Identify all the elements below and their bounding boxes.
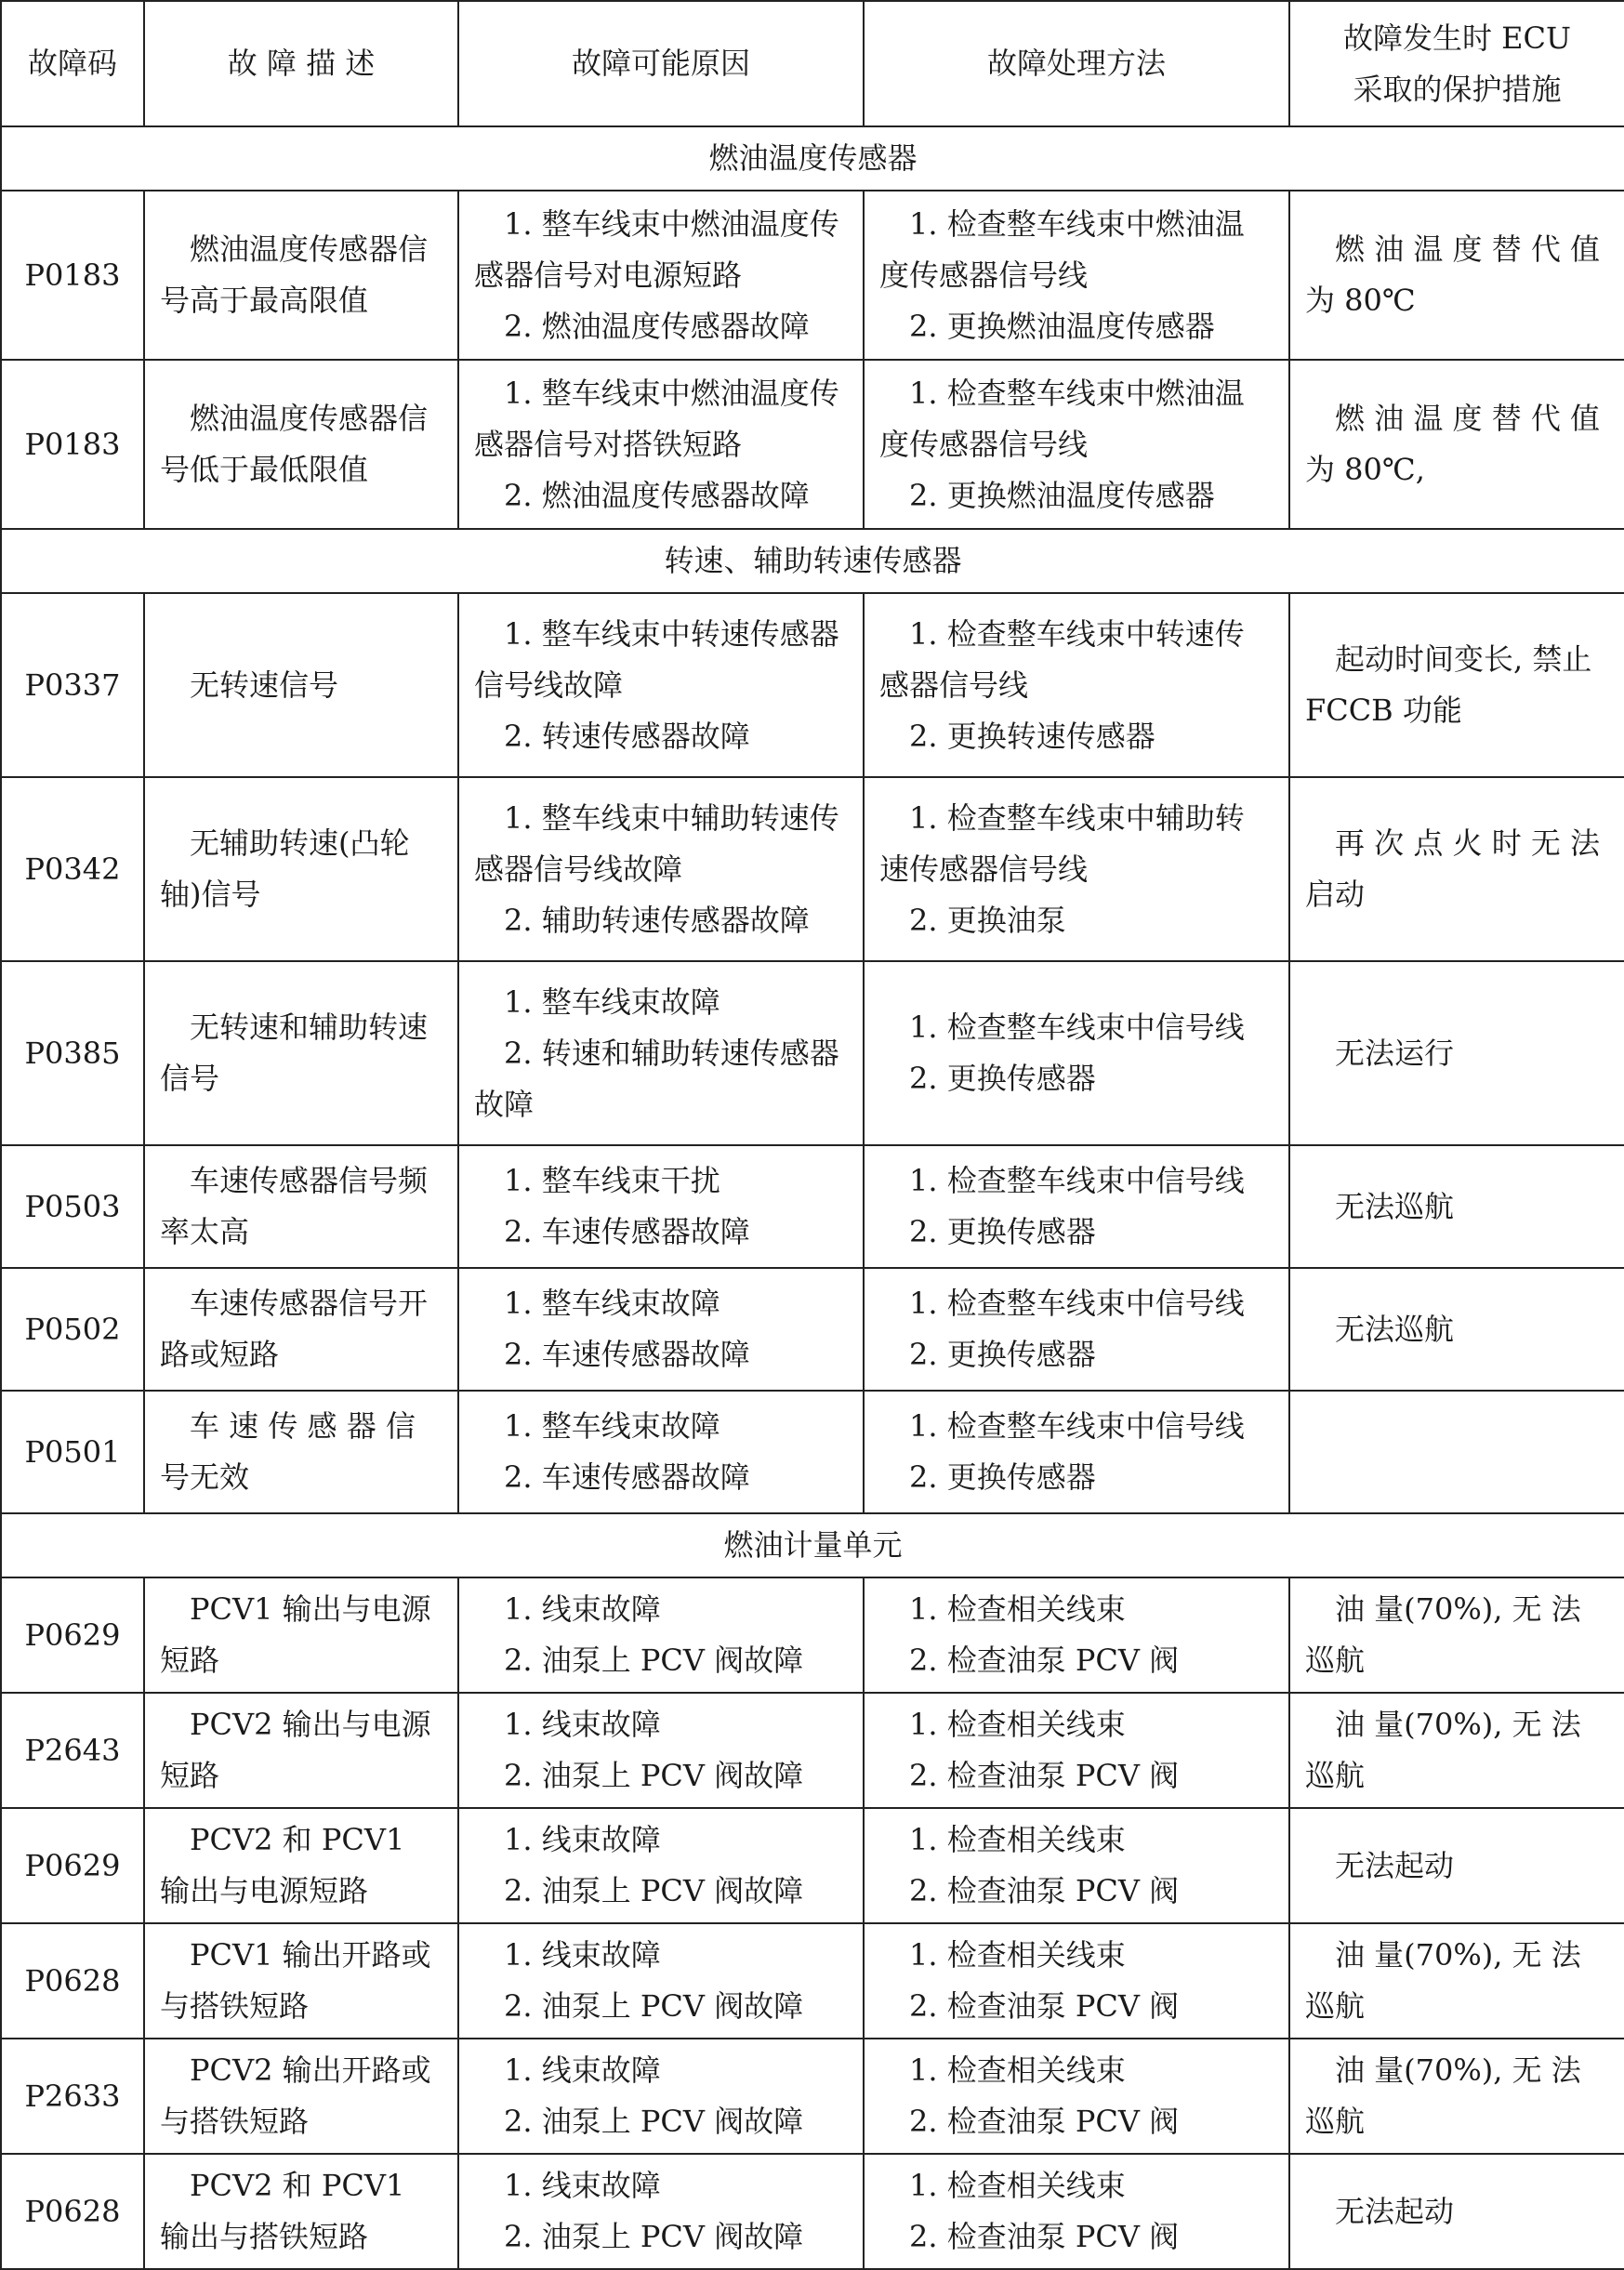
fault-description [144,1693,458,1808]
possible-cause-line: 1. 线束故障 [504,1591,661,1627]
possible-cause-line: 2. 油泵上 PCV 阀故障 [504,2104,804,2139]
possible-cause-line: 2. 转速传感器故障 [504,718,750,754]
ecu-protection [1289,1145,1624,1268]
ecu-protection [1289,2039,1624,2154]
possible-cause-line: 2. 油泵上 PCV 阀故障 [504,2219,804,2254]
fault-description [144,191,458,360]
fault-code: P0628 [1,1923,144,2039]
ecu-protection [1289,1808,1624,1923]
fault-code: P0628 [1,2154,144,2269]
handling-method-line: 1. 检查整车线束中信号线 [909,1408,1245,1444]
handling-method-line: 2. 更换传感器 [909,1459,1096,1495]
possible-cause-line: 2. 车速传感器故障 [504,1337,750,1372]
table-row [1,593,1624,777]
ecu-protection [1289,777,1624,961]
fault-description [144,1145,458,1268]
handling-method-line: 1. 检查相关线束 [909,2052,1126,2088]
table-row [1,961,1624,1145]
header-row [1,1,1624,126]
fault-code: P0502 [1,1268,144,1391]
table-row [1,1808,1624,1923]
table-row [1,2154,1624,2269]
header-code: 故障码 [1,1,144,126]
ecu-protection [1289,360,1624,529]
possible-cause-line: 1. 整车线束中燃油温度传感器信号对电源短路 [474,205,839,293]
handling-method-line: 2. 检查油泵 PCV 阀 [909,2104,1180,2139]
section-header-row [1,126,1624,191]
possible-cause-line: 1. 整车线束中燃油温度传感器信号对搭铁短路 [474,375,839,462]
possible-cause [458,1145,864,1268]
table-row [1,191,1624,360]
section-header-row [1,1513,1624,1577]
handling-method-line: 2. 更换油泵 [909,902,1066,938]
fault-description-line: PCV2 和 PCV1 输出与搭铁短路 [160,2168,405,2254]
fault-description-line: 无辅助转速(凸轮轴)信号 [160,825,410,912]
fault-code: P0629 [1,1808,144,1923]
possible-cause-line: 1. 整车线束故障 [504,1408,720,1444]
ecu-protection-line: 油 量(70%), 无 法巡航 [1305,1591,1581,1678]
fault-description [144,593,458,777]
ecu-protection-line: 无法巡航 [1335,1311,1455,1347]
handling-method [864,360,1289,529]
handling-method-line: 1. 检查相关线束 [909,1937,1126,1973]
section-title: 燃油计量单元 [1,1513,1624,1577]
handling-method [864,1808,1289,1923]
possible-cause [458,2039,864,2154]
ecu-protection [1289,191,1624,360]
ecu-protection-line: 燃 油 温 度 替 代 值为 80℃, [1305,401,1601,487]
handling-method [864,1145,1289,1268]
possible-cause-line: 2. 燃油温度传感器故障 [504,477,810,513]
fault-code: P0183 [1,191,144,360]
possible-cause-line: 2. 油泵上 PCV 阀故障 [504,1758,804,1793]
handling-method [864,191,1289,360]
table-row [1,360,1624,529]
fault-code: P2633 [1,2039,144,2154]
possible-cause-line: 2. 燃油温度传感器故障 [504,308,810,344]
section-header-row [1,529,1624,593]
possible-cause [458,593,864,777]
possible-cause [458,2154,864,2269]
ecu-protection-line: 油 量(70%), 无 法巡航 [1305,1707,1581,1793]
handling-method [864,1268,1289,1391]
handling-method-line: 2. 更换传感器 [909,1337,1096,1372]
handling-method-line: 2. 检查油泵 PCV 阀 [909,2219,1180,2254]
possible-cause [458,191,864,360]
ecu-protection [1289,1577,1624,1693]
fault-description-line: PCV1 输出开路或与搭铁短路 [160,1937,431,2024]
ecu-protection [1289,1923,1624,2039]
possible-cause [458,777,864,961]
header-cause: 故障可能原因 [458,1,864,126]
handling-method [864,961,1289,1145]
header-ecu [1289,1,1624,126]
possible-cause-line: 2. 油泵上 PCV 阀故障 [504,1643,804,1678]
handling-method-line: 1. 检查整车线束中燃油温度传感器信号线 [879,205,1245,293]
table-row [1,1693,1624,1808]
possible-cause-line: 1. 线束故障 [504,1937,661,1973]
fault-description-line: 车速传感器信号频率太高 [160,1163,429,1249]
handling-method-line: 1. 检查整车线束中燃油温度传感器信号线 [879,375,1245,462]
possible-cause-line: 2. 车速传感器故障 [504,1459,750,1495]
possible-cause [458,1808,864,1923]
possible-cause-line: 2. 车速传感器故障 [504,1214,750,1249]
handling-method [864,2154,1289,2269]
table-row [1,2039,1624,2154]
handling-method-line: 2. 检查油泵 PCV 阀 [909,1988,1180,2024]
fault-code: P0501 [1,1391,144,1513]
handling-method-line: 2. 更换传感器 [909,1214,1096,1249]
ecu-protection-line: 无法运行 [1335,1035,1455,1071]
table-row [1,777,1624,961]
fault-description [144,961,458,1145]
fault-code: P0503 [1,1145,144,1268]
fault-description-line: 燃油温度传感器信号低于最低限值 [160,401,429,487]
possible-cause-line: 1. 整车线束中辅助转速传感器信号线故障 [474,799,839,887]
ecu-protection-line: 起动时间变长, 禁止 FCCB 功能 [1305,641,1592,728]
fault-description-line: PCV2 输出开路或与搭铁短路 [160,2052,431,2139]
possible-cause-line: 1. 线束故障 [504,2052,661,2088]
handling-method-line: 2. 更换燃油温度传感器 [909,308,1215,344]
ecu-protection-line: 燃 油 温 度 替 代 值为 80℃ [1305,231,1601,318]
handling-method-line: 1. 检查整车线束中信号线 [909,1010,1245,1045]
handling-method [864,593,1289,777]
ecu-protection-line: 油 量(70%), 无 法巡航 [1305,2052,1581,2139]
possible-cause-line: 1. 整车线束中转速传感器信号线故障 [474,615,839,703]
table-row [1,1268,1624,1391]
handling-method [864,1577,1289,1693]
fault-description-line: PCV2 输出与电源短路 [160,1707,431,1793]
possible-cause-line: 1. 线束故障 [504,2168,661,2203]
handling-method-line: 2. 更换传感器 [909,1061,1096,1096]
header-ecu-line2: 采取的保护措施 [1353,71,1562,107]
possible-cause [458,1923,864,2039]
fault-code: P0385 [1,961,144,1145]
possible-cause [458,1577,864,1693]
section-title: 转速、辅助转速传感器 [1,529,1624,593]
fault-description [144,1923,458,2039]
fault-description [144,2154,458,2269]
ecu-protection-line: 无法起动 [1335,2193,1455,2229]
fault-code: P0342 [1,777,144,961]
table-row [1,1577,1624,1693]
fault-description [144,2039,458,2154]
handling-method [864,2039,1289,2154]
fault-description [144,1391,458,1513]
possible-cause [458,961,864,1145]
handling-method-line: 1. 检查相关线束 [909,1591,1126,1627]
ecu-protection [1289,2154,1624,2269]
possible-cause-line: 1. 线束故障 [504,1707,661,1742]
handling-method-line: 1. 检查相关线束 [909,1707,1126,1742]
handling-method-line: 2. 更换燃油温度传感器 [909,477,1215,513]
possible-cause-line: 1. 整车线束故障 [504,1286,720,1321]
possible-cause-line: 2. 油泵上 PCV 阀故障 [504,1988,804,2024]
possible-cause-line: 2. 油泵上 PCV 阀故障 [504,1873,804,1908]
possible-cause-line: 1. 整车线束故障 [504,983,720,1020]
ecu-protection-line: 再 次 点 火 时 无 法启动 [1305,825,1601,912]
handling-method-line: 1. 检查整车线束中信号线 [909,1286,1245,1321]
fault-code: P0629 [1,1577,144,1693]
fault-description [144,1808,458,1923]
handling-method-line: 1. 检查整车线束中转速传感器信号线 [879,615,1245,703]
handling-method [864,1923,1289,2039]
handling-method [864,777,1289,961]
fault-description-line: 无转速信号 [190,666,339,703]
possible-cause-line: 1. 整车线束干扰 [504,1163,720,1198]
possible-cause-line: 2. 转速和辅助转速传感器故障 [474,1035,839,1122]
table-row [1,1391,1624,1513]
fault-description-line: 车 速 传 感 器 信 号无效 [160,1408,416,1495]
handling-method-line: 2. 检查油泵 PCV 阀 [909,1643,1180,1678]
ecu-protection-line: 无法起动 [1335,1847,1455,1883]
fault-description-line: PCV2 和 PCV1 输出与电源短路 [160,1822,405,1908]
handling-method-line: 1. 检查相关线束 [909,2168,1126,2203]
fault-description [144,777,458,961]
handling-method-line: 1. 检查整车线束中信号线 [909,1163,1245,1198]
handling-method-line: 2. 更换转速传感器 [909,718,1155,754]
possible-cause [458,360,864,529]
fault-code: P2643 [1,1693,144,1808]
possible-cause-line: 1. 线束故障 [504,1822,661,1857]
ecu-protection [1289,961,1624,1145]
fault-description-line: PCV1 输出与电源短路 [160,1591,431,1678]
handling-method [864,1693,1289,1808]
section-title: 燃油温度传感器 [1,126,1624,191]
ecu-protection-line: 油 量(70%), 无 法巡航 [1305,1937,1581,2024]
fault-description [144,360,458,529]
fault-description-line: 车速传感器信号开路或短路 [160,1286,429,1372]
fault-code: P0337 [1,593,144,777]
handling-method-line: 2. 检查油泵 PCV 阀 [909,1873,1180,1908]
header-ecu-line1: 故障发生时 ECU [1343,20,1571,56]
possible-cause [458,1268,864,1391]
fault-description-line: 无转速和辅助转速信号 [160,1010,429,1096]
fault-description [144,1268,458,1391]
ecu-protection-line: 无法巡航 [1335,1188,1455,1224]
fault-code: P0183 [1,360,144,529]
possible-cause [458,1391,864,1513]
handling-method [864,1391,1289,1513]
fault-description-line: 燃油温度传感器信号高于最高限值 [160,231,429,318]
header-fix: 故障处理方法 [864,1,1289,126]
ecu-protection [1289,593,1624,777]
handling-method-line: 2. 检查油泵 PCV 阀 [909,1758,1180,1793]
possible-cause-line: 2. 辅助转速传感器故障 [504,902,810,938]
header-description: 故 障 描 述 [144,1,458,126]
fault-description [144,1577,458,1693]
ecu-protection [1289,1391,1624,1513]
table-row [1,1923,1624,2039]
possible-cause [458,1693,864,1808]
handling-method-line: 1. 检查相关线束 [909,1822,1126,1857]
handling-method-line: 1. 检查整车线束中辅助转速传感器信号线 [879,799,1245,887]
ecu-protection [1289,1268,1624,1391]
table-row [1,1145,1624,1268]
ecu-protection [1289,1693,1624,1808]
